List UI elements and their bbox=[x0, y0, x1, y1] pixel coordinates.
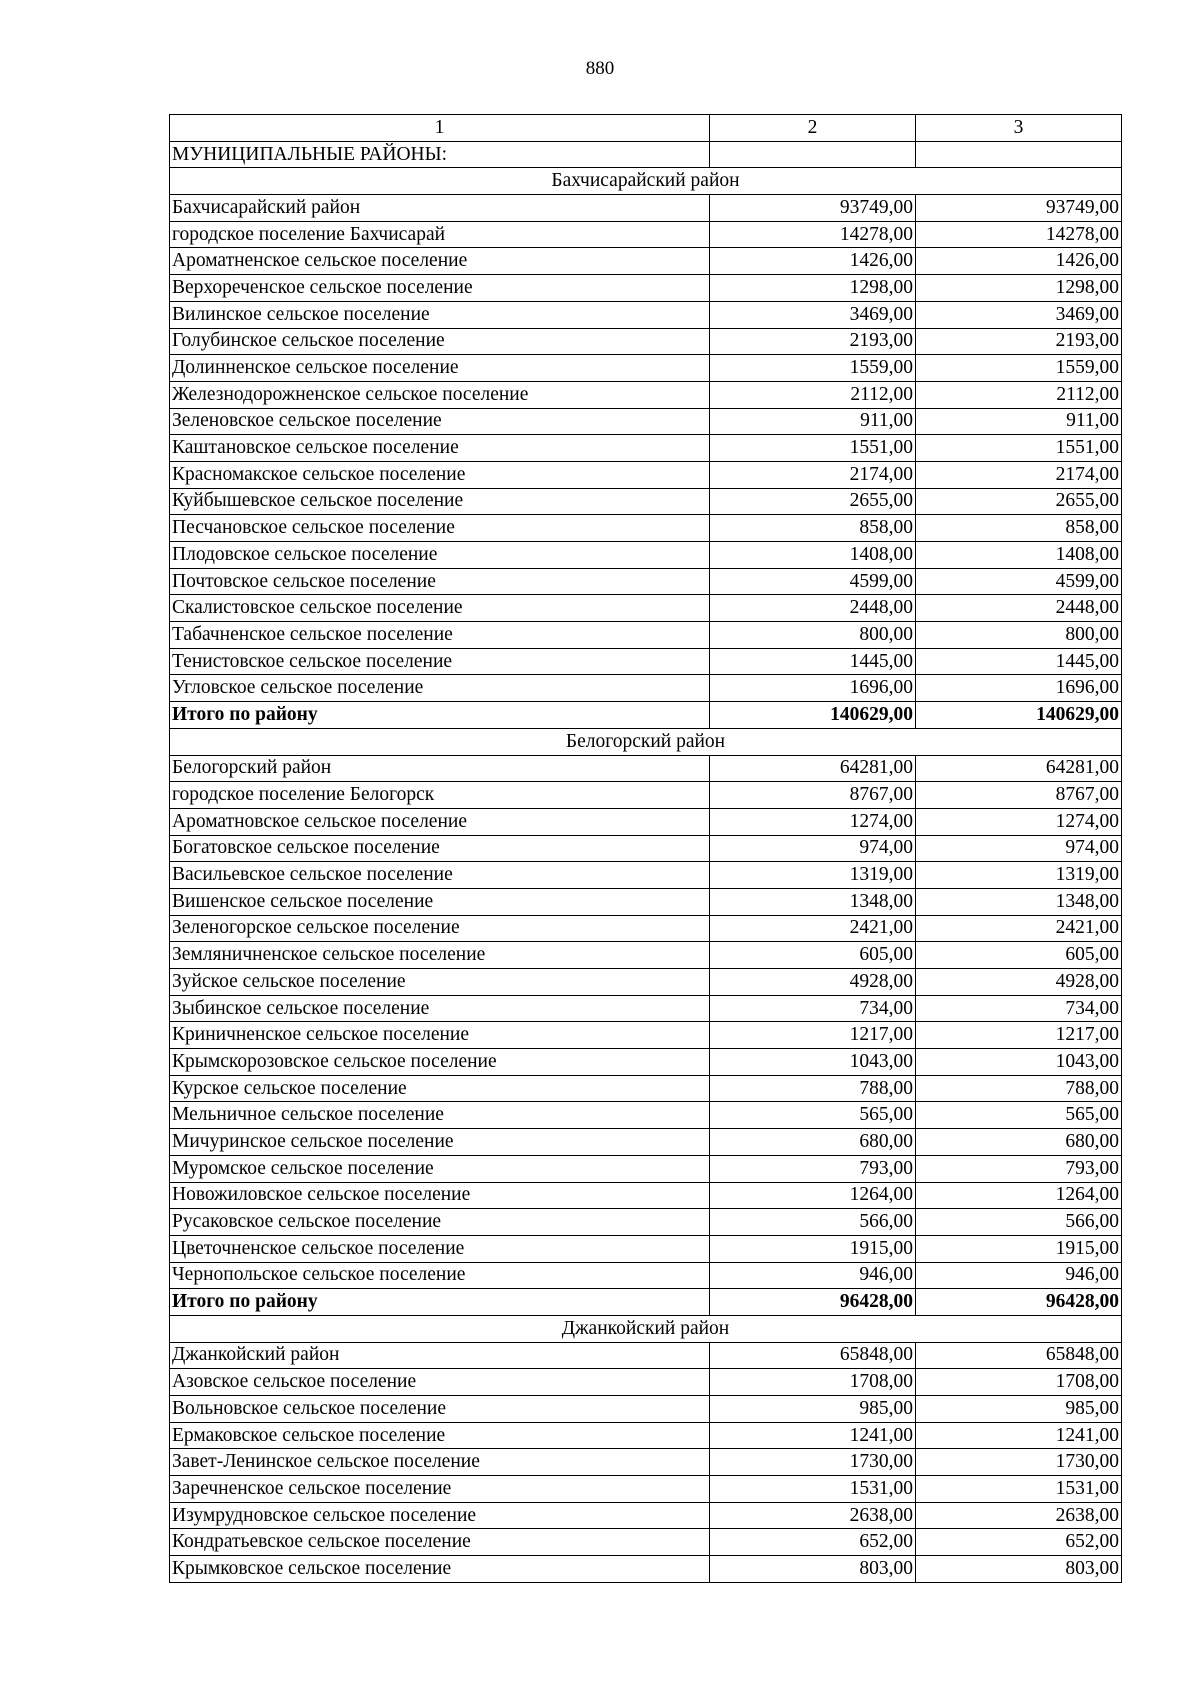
value-col-3: 1531,00 bbox=[916, 1476, 1122, 1503]
district-title: Белогорский район bbox=[170, 728, 1122, 755]
settlement-name: Угловское сельское поселение bbox=[170, 675, 710, 702]
settlement-name: Криничненское сельское поселение bbox=[170, 1022, 710, 1049]
settlement-name: Скалистовское сельское поселение bbox=[170, 595, 710, 622]
value-col-3: 1445,00 bbox=[916, 648, 1122, 675]
value-col-3: 1298,00 bbox=[916, 275, 1122, 302]
settlement-name: Крымскорозовское сельское поселение bbox=[170, 1049, 710, 1076]
settlement-name: Зеленовское сельское поселение bbox=[170, 408, 710, 435]
value-col-3: 946,00 bbox=[916, 1262, 1122, 1289]
table-row bbox=[170, 995, 1122, 1022]
value-col-2: 8767,00 bbox=[710, 782, 916, 809]
value-col-3: 2638,00 bbox=[916, 1502, 1122, 1529]
value-col-3: 985,00 bbox=[916, 1396, 1122, 1423]
district-title: Бахчисарайский район bbox=[170, 168, 1122, 195]
value-col-3: 65848,00 bbox=[916, 1342, 1122, 1369]
value-col-2: 652,00 bbox=[710, 1529, 916, 1556]
value-col-2: 1730,00 bbox=[710, 1449, 916, 1476]
table-row bbox=[170, 1235, 1122, 1262]
settlement-name: Заречненское сельское поселение bbox=[170, 1476, 710, 1503]
value-col-2: 788,00 bbox=[710, 1075, 916, 1102]
value-col-2: 946,00 bbox=[710, 1262, 916, 1289]
table-row bbox=[170, 381, 1122, 408]
settlement-name: Ароматненское сельское поселение bbox=[170, 248, 710, 275]
table-row bbox=[170, 488, 1122, 515]
value-col-3: 734,00 bbox=[916, 995, 1122, 1022]
value-col-2: 974,00 bbox=[710, 835, 916, 862]
value-col-2: 1043,00 bbox=[710, 1049, 916, 1076]
table-row bbox=[170, 595, 1122, 622]
value-col-2: 1298,00 bbox=[710, 275, 916, 302]
district-title-row bbox=[170, 168, 1122, 195]
table-row bbox=[170, 862, 1122, 889]
table-row bbox=[170, 542, 1122, 569]
table-row bbox=[170, 1529, 1122, 1556]
settlement-name: Плодовское сельское поселение bbox=[170, 542, 710, 569]
value-col-2: 566,00 bbox=[710, 1209, 916, 1236]
value-col-2: 1319,00 bbox=[710, 862, 916, 889]
district-title-row bbox=[170, 1315, 1122, 1342]
value-col-2: 605,00 bbox=[710, 942, 916, 969]
settlement-name: Чернопольское сельское поселение bbox=[170, 1262, 710, 1289]
value-col-3: 2421,00 bbox=[916, 915, 1122, 942]
settlement-name: Вольновское сельское поселение bbox=[170, 1396, 710, 1423]
value-col-2: 2655,00 bbox=[710, 488, 916, 515]
value-col-2: 1915,00 bbox=[710, 1235, 916, 1262]
table-row bbox=[170, 1262, 1122, 1289]
header-col-1: 1 bbox=[170, 115, 710, 142]
value-col-3: 605,00 bbox=[916, 942, 1122, 969]
value-col-2: 14278,00 bbox=[710, 221, 916, 248]
section-title-row bbox=[170, 141, 1122, 168]
table-row bbox=[170, 648, 1122, 675]
value-col-3: 1241,00 bbox=[916, 1422, 1122, 1449]
table-row bbox=[170, 969, 1122, 996]
value-col-3: 2193,00 bbox=[916, 328, 1122, 355]
value-col-2: 800,00 bbox=[710, 622, 916, 649]
total-label: Итого по району bbox=[170, 702, 710, 729]
value-col-2: 2448,00 bbox=[710, 595, 916, 622]
value-col-2: 680,00 bbox=[710, 1129, 916, 1156]
table-row bbox=[170, 301, 1122, 328]
value-col-2: 65848,00 bbox=[710, 1342, 916, 1369]
settlement-name: Почтовское сельское поселение bbox=[170, 568, 710, 595]
budget-table bbox=[169, 114, 1122, 1583]
settlement-name: Тенистовское сельское поселение bbox=[170, 648, 710, 675]
value-col-3: 1708,00 bbox=[916, 1369, 1122, 1396]
district-total-row bbox=[170, 1289, 1122, 1316]
value-col-2: 1408,00 bbox=[710, 542, 916, 569]
settlement-name: Азовское сельское поселение bbox=[170, 1369, 710, 1396]
settlement-name: Изумрудновское сельское поселение bbox=[170, 1502, 710, 1529]
value-col-2: 1264,00 bbox=[710, 1182, 916, 1209]
settlement-name: Земляничненское сельское поселение bbox=[170, 942, 710, 969]
value-col-2: 93749,00 bbox=[710, 195, 916, 222]
table-row bbox=[170, 1369, 1122, 1396]
value-col-3: 1319,00 bbox=[916, 862, 1122, 889]
table-row bbox=[170, 835, 1122, 862]
table-row bbox=[170, 195, 1122, 222]
value-col-2: 565,00 bbox=[710, 1102, 916, 1129]
section-title: МУНИЦИПАЛЬНЫЕ РАЙОНЫ: bbox=[170, 141, 710, 168]
table-row bbox=[170, 622, 1122, 649]
settlement-name: Вилинское сельское поселение bbox=[170, 301, 710, 328]
value-col-3: 1408,00 bbox=[916, 542, 1122, 569]
table-row bbox=[170, 1129, 1122, 1156]
district-title-row bbox=[170, 728, 1122, 755]
header-col-2: 2 bbox=[710, 115, 916, 142]
table-row bbox=[170, 1342, 1122, 1369]
value-col-2: 1696,00 bbox=[710, 675, 916, 702]
settlement-name: Ароматновское сельское поселение bbox=[170, 808, 710, 835]
settlement-name: Песчановское сельское поселение bbox=[170, 515, 710, 542]
value-col-2: 2174,00 bbox=[710, 461, 916, 488]
settlement-name: Голубинское сельское поселение bbox=[170, 328, 710, 355]
table-row bbox=[170, 1022, 1122, 1049]
empty-cell bbox=[710, 141, 916, 168]
value-col-3: 2655,00 bbox=[916, 488, 1122, 515]
settlement-name: Зеленогорское сельское поселение bbox=[170, 915, 710, 942]
table-row bbox=[170, 1502, 1122, 1529]
value-col-2: 1274,00 bbox=[710, 808, 916, 835]
value-col-3: 800,00 bbox=[916, 622, 1122, 649]
table-row bbox=[170, 782, 1122, 809]
value-col-2: 911,00 bbox=[710, 408, 916, 435]
table-row bbox=[170, 808, 1122, 835]
header-row bbox=[170, 115, 1122, 142]
settlement-name: Курское сельское поселение bbox=[170, 1075, 710, 1102]
value-col-3: 680,00 bbox=[916, 1129, 1122, 1156]
settlement-name: городское поселение Бахчисарай bbox=[170, 221, 710, 248]
settlement-name: Каштановское сельское поселение bbox=[170, 435, 710, 462]
table-row bbox=[170, 435, 1122, 462]
table-row bbox=[170, 675, 1122, 702]
value-col-3: 1426,00 bbox=[916, 248, 1122, 275]
table-row bbox=[170, 1182, 1122, 1209]
value-col-2: 4599,00 bbox=[710, 568, 916, 595]
table-row bbox=[170, 275, 1122, 302]
table-row bbox=[170, 1396, 1122, 1423]
value-col-2: 1426,00 bbox=[710, 248, 916, 275]
value-col-2: 1708,00 bbox=[710, 1369, 916, 1396]
value-col-3: 1274,00 bbox=[916, 808, 1122, 835]
table-row bbox=[170, 755, 1122, 782]
page-number: 880 bbox=[585, 58, 615, 79]
settlement-name: Русаковское сельское поселение bbox=[170, 1209, 710, 1236]
value-col-2: 1217,00 bbox=[710, 1022, 916, 1049]
value-col-2: 985,00 bbox=[710, 1396, 916, 1423]
settlement-name: Цветочненское сельское поселение bbox=[170, 1235, 710, 1262]
settlement-name: Новожиловское сельское поселение bbox=[170, 1182, 710, 1209]
value-col-3: 4928,00 bbox=[916, 969, 1122, 996]
value-col-2: 2638,00 bbox=[710, 1502, 916, 1529]
settlement-name: Табачненское сельское поселение bbox=[170, 622, 710, 649]
value-col-3: 1348,00 bbox=[916, 888, 1122, 915]
table-row bbox=[170, 1075, 1122, 1102]
value-col-3: 2112,00 bbox=[916, 381, 1122, 408]
header-col-3: 3 bbox=[916, 115, 1122, 142]
value-col-3: 858,00 bbox=[916, 515, 1122, 542]
settlement-name: Мельничное сельское поселение bbox=[170, 1102, 710, 1129]
district-title: Джанкойский район bbox=[170, 1315, 1122, 1342]
value-col-2: 1241,00 bbox=[710, 1422, 916, 1449]
table-row bbox=[170, 1476, 1122, 1503]
settlement-name: Верхореченское сельское поселение bbox=[170, 275, 710, 302]
table-body bbox=[170, 115, 1122, 1583]
table-row bbox=[170, 461, 1122, 488]
value-col-3: 974,00 bbox=[916, 835, 1122, 862]
total-col-3: 140629,00 bbox=[916, 702, 1122, 729]
value-col-2: 1551,00 bbox=[710, 435, 916, 462]
table-row bbox=[170, 1449, 1122, 1476]
district-total-row bbox=[170, 702, 1122, 729]
value-col-3: 1551,00 bbox=[916, 435, 1122, 462]
value-col-2: 793,00 bbox=[710, 1155, 916, 1182]
table-row bbox=[170, 942, 1122, 969]
table-row bbox=[170, 1155, 1122, 1182]
settlement-name: Завет-Ленинское сельское поселение bbox=[170, 1449, 710, 1476]
table-row bbox=[170, 248, 1122, 275]
value-col-2: 2421,00 bbox=[710, 915, 916, 942]
value-col-3: 788,00 bbox=[916, 1075, 1122, 1102]
value-col-3: 3469,00 bbox=[916, 301, 1122, 328]
settlement-name: Зуйское сельское поселение bbox=[170, 969, 710, 996]
value-col-3: 2174,00 bbox=[916, 461, 1122, 488]
value-col-3: 652,00 bbox=[916, 1529, 1122, 1556]
value-col-3: 803,00 bbox=[916, 1556, 1122, 1583]
table-row bbox=[170, 1422, 1122, 1449]
value-col-2: 1559,00 bbox=[710, 355, 916, 382]
total-col-3: 96428,00 bbox=[916, 1289, 1122, 1316]
value-col-3: 1264,00 bbox=[916, 1182, 1122, 1209]
value-col-3: 1696,00 bbox=[916, 675, 1122, 702]
table-row bbox=[170, 888, 1122, 915]
settlement-name: Крымковское сельское поселение bbox=[170, 1556, 710, 1583]
settlement-name: Ермаковское сельское поселение bbox=[170, 1422, 710, 1449]
table-row bbox=[170, 1209, 1122, 1236]
value-col-3: 1730,00 bbox=[916, 1449, 1122, 1476]
settlement-name: Железнодорожненское сельское поселение bbox=[170, 381, 710, 408]
table-row bbox=[170, 221, 1122, 248]
settlement-name: Кондратьевское сельское поселение bbox=[170, 1529, 710, 1556]
value-col-2: 2193,00 bbox=[710, 328, 916, 355]
table-row bbox=[170, 915, 1122, 942]
settlement-name: Мичуринское сельское поселение bbox=[170, 1129, 710, 1156]
table-row bbox=[170, 1556, 1122, 1583]
total-col-2: 96428,00 bbox=[710, 1289, 916, 1316]
value-col-2: 858,00 bbox=[710, 515, 916, 542]
value-col-3: 911,00 bbox=[916, 408, 1122, 435]
total-col-2: 140629,00 bbox=[710, 702, 916, 729]
value-col-2: 4928,00 bbox=[710, 969, 916, 996]
total-label: Итого по району bbox=[170, 1289, 710, 1316]
table-row bbox=[170, 328, 1122, 355]
value-col-3: 1217,00 bbox=[916, 1022, 1122, 1049]
settlement-name: Красномакское сельское поселение bbox=[170, 461, 710, 488]
table-row bbox=[170, 515, 1122, 542]
value-col-3: 793,00 bbox=[916, 1155, 1122, 1182]
table-row bbox=[170, 1102, 1122, 1129]
settlement-name: городское поселение Белогорск bbox=[170, 782, 710, 809]
settlement-name: Муромское сельское поселение bbox=[170, 1155, 710, 1182]
settlement-name: Вишенское сельское поселение bbox=[170, 888, 710, 915]
settlement-name: Джанкойский район bbox=[170, 1342, 710, 1369]
value-col-2: 2112,00 bbox=[710, 381, 916, 408]
value-col-3: 2448,00 bbox=[916, 595, 1122, 622]
value-col-3: 1559,00 bbox=[916, 355, 1122, 382]
table-row bbox=[170, 1049, 1122, 1076]
value-col-2: 803,00 bbox=[710, 1556, 916, 1583]
settlement-name: Куйбышевское сельское поселение bbox=[170, 488, 710, 515]
value-col-2: 734,00 bbox=[710, 995, 916, 1022]
settlement-name: Долинненское сельское поселение bbox=[170, 355, 710, 382]
value-col-3: 93749,00 bbox=[916, 195, 1122, 222]
value-col-3: 1915,00 bbox=[916, 1235, 1122, 1262]
value-col-2: 1531,00 bbox=[710, 1476, 916, 1503]
value-col-3: 8767,00 bbox=[916, 782, 1122, 809]
value-col-3: 565,00 bbox=[916, 1102, 1122, 1129]
settlement-name: Белогорский район bbox=[170, 755, 710, 782]
value-col-3: 4599,00 bbox=[916, 568, 1122, 595]
value-col-2: 1348,00 bbox=[710, 888, 916, 915]
table-row bbox=[170, 355, 1122, 382]
value-col-2: 3469,00 bbox=[710, 301, 916, 328]
settlement-name: Васильевское сельское поселение bbox=[170, 862, 710, 889]
empty-cell bbox=[916, 141, 1122, 168]
value-col-2: 64281,00 bbox=[710, 755, 916, 782]
table-row bbox=[170, 408, 1122, 435]
settlement-name: Зыбинское сельское поселение bbox=[170, 995, 710, 1022]
value-col-2: 1445,00 bbox=[710, 648, 916, 675]
value-col-3: 566,00 bbox=[916, 1209, 1122, 1236]
settlement-name: Богатовское сельское поселение bbox=[170, 835, 710, 862]
table-row bbox=[170, 568, 1122, 595]
value-col-3: 14278,00 bbox=[916, 221, 1122, 248]
value-col-3: 1043,00 bbox=[916, 1049, 1122, 1076]
value-col-3: 64281,00 bbox=[916, 755, 1122, 782]
settlement-name: Бахчисарайский район bbox=[170, 195, 710, 222]
